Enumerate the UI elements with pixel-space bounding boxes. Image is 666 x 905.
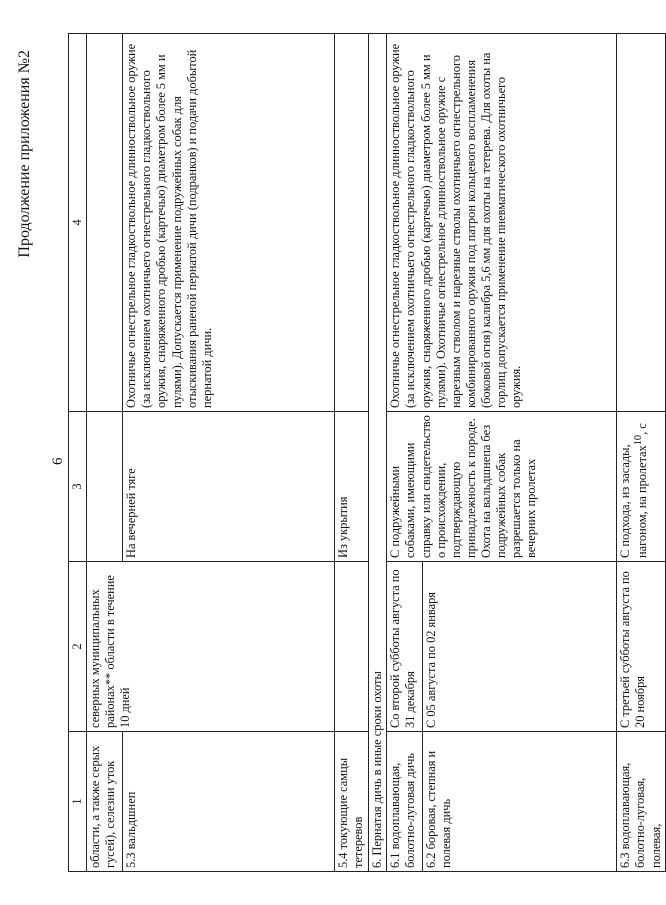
table-cell: 6.3 водоплавающая, болотно-луговая, полевая,	[617, 732, 665, 872]
table-row	[87, 34, 123, 872]
table-cell: северных муниципальных районах** области в течение 10 дней	[87, 562, 335, 732]
table-cell: На вечерней тяге	[123, 412, 335, 562]
table-cell	[87, 34, 123, 412]
table-cell: 6.1 водоплавающая, болотно-луговая дичь	[387, 732, 423, 872]
table-cell: Охотничье огнестрельное гладкоствольное длинноствольное оружие (за исключением охотничьего огнестрельного гладкоствольного оружия, снаряженного дробью (картечью) диаметром более 5 мм и пулями). Допускается применение подружейных собак для отыскивания раненой пернатой дичи (подранков) и подачи добытой пернатой дичи.	[123, 34, 335, 412]
header-cell: 2	[69, 562, 87, 732]
section-title: 6. Пернатая дичь в иные сроки охоты	[369, 34, 387, 872]
table-cell: 6.2 боровая, степная и полевая дичь	[423, 732, 617, 872]
table-row	[617, 34, 665, 872]
hunting-terms-table	[68, 33, 666, 872]
page-number: 6	[50, 457, 66, 465]
header-cell: 3	[69, 412, 87, 562]
table-row	[335, 34, 369, 872]
section-row	[369, 34, 387, 872]
appendix-title: Продолжение приложения №2	[16, 50, 33, 258]
cell-text: С подхода, из засады, нагоном, на пролетах	[618, 444, 650, 558]
table-cell: Из укрытия	[335, 412, 369, 562]
table-cell: С третьей субботы августа по 20 ноября	[617, 562, 665, 732]
table-row	[387, 34, 423, 872]
header-cell: 1	[69, 732, 87, 872]
table-cell	[335, 562, 369, 732]
table-cell: С подружейными собаками, имеющими справку или свидетельство о происхождении, подтверждающую принадлежность к породе. Охота на вальдшнепа без подружейных собак разрешается только на вечерних пролетах	[387, 412, 617, 562]
header-cell: 4	[69, 34, 87, 412]
table-cell	[617, 34, 665, 412]
footnote-mark: 10	[633, 434, 645, 446]
table-cell: 5.3 вальдшнеп	[123, 732, 335, 872]
table-cell	[335, 34, 369, 412]
table-cell	[617, 412, 665, 562]
table-cell: области, а также серых гусей), селезни уток	[87, 732, 123, 872]
table-cell: Со второй субботы августа по 31 декабря	[387, 562, 423, 732]
table-cell: С 05 августа по 02 января	[423, 562, 617, 732]
table-cell: Охотничье огнестрельное гладкоствольное длинноствольное оружие (за исключением охотничьего огнестрельного гладкоствольного оружия, снаряженного дробью (картечью) диаметром более 5 мм и пулями). Охотничье огнестрельное длинноствольное оружие с нарезным стволом и нарезные стволы охотничьего огнестрельного комбинированного оружия под патрон кольцевого воспламенения (боковой огня) калибра 5,6 мм для охоты на тетерева. Для охоты на горлиц допускается применение пневматического охотничьего оружия.	[387, 34, 617, 412]
table-row	[123, 34, 335, 872]
table-cell	[87, 412, 123, 562]
table-cell: 5.4 токующие самцы тетеревов	[335, 732, 369, 872]
header-row	[69, 34, 87, 872]
cell-text: , с	[635, 423, 650, 435]
